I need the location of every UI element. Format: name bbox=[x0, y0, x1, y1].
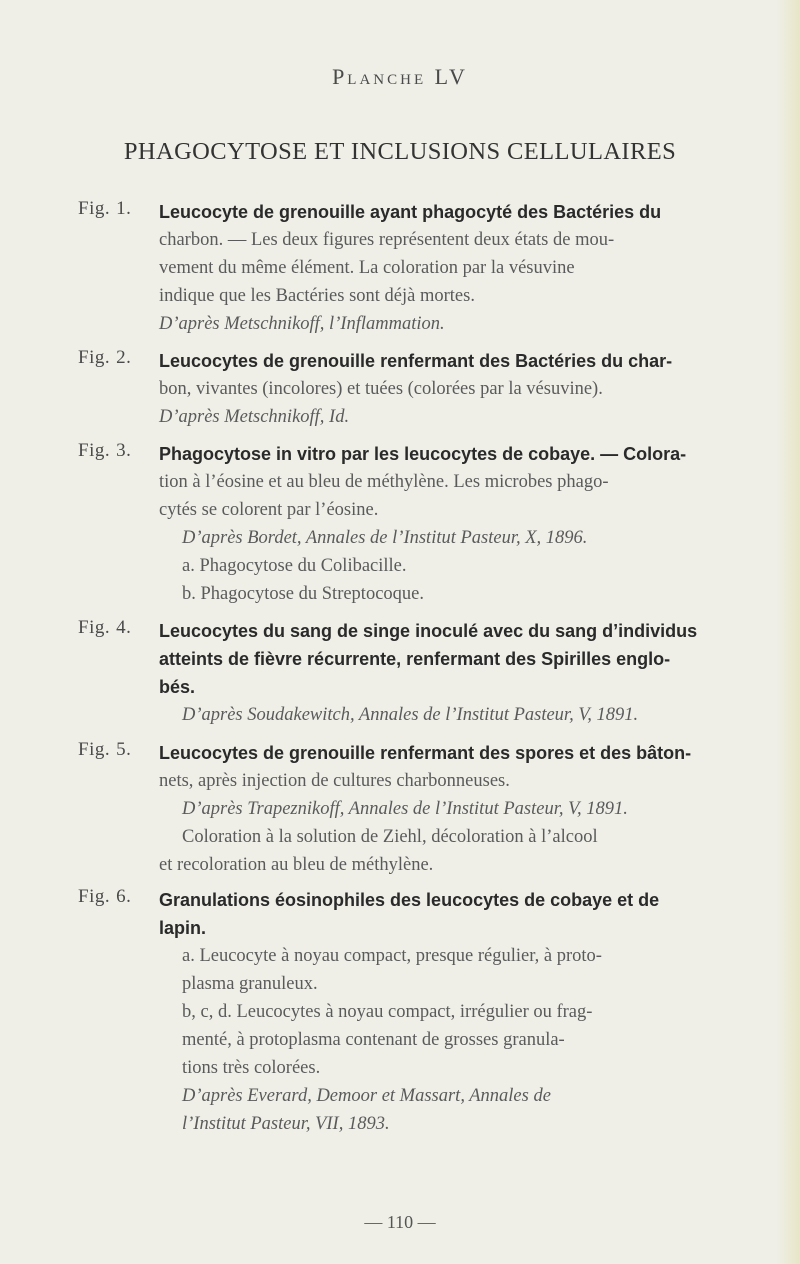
caption-heading: Leucocytes de grenouille renfermant des spores et des bâton- bbox=[159, 743, 692, 763]
caption-item-bcd: b, c, d. Leucocytes à noyau compact, irrégulier ou frag- bbox=[182, 1002, 593, 1022]
caption-line: vement du même élément. La coloration par la vésuvine bbox=[159, 258, 575, 278]
caption-heading: Granulations éosinophiles des leucocytes de cobaye et de bbox=[159, 890, 660, 910]
caption-heading: lapin. bbox=[159, 918, 207, 938]
caption-heading: bés. bbox=[159, 677, 196, 697]
caption-source: D’après Soudakewitch, Annales de l’Institut Pasteur, V, 1891. bbox=[182, 705, 639, 725]
fig-word: Fig. bbox=[78, 347, 111, 368]
figure-number: 3. bbox=[116, 440, 132, 461]
figure-caption bbox=[159, 347, 759, 431]
caption-line: indique que les Bactéries sont déjà mortes. bbox=[159, 286, 475, 306]
figure-caption bbox=[159, 440, 759, 608]
fig-word: Fig. bbox=[78, 198, 111, 219]
caption-item-b: b. Phagocytose du Streptocoque. bbox=[182, 584, 424, 604]
caption-heading: Leucocyte de grenouille ayant phagocyté des Bactéries du bbox=[159, 202, 662, 222]
caption-source: l’Institut Pasteur, VII, 1893. bbox=[182, 1114, 390, 1134]
caption-source: D’après Metschnikoff, l’Inflammation. bbox=[159, 314, 445, 334]
caption-source: D’après Everard, Demoor et Massart, Annales de bbox=[182, 1086, 551, 1106]
caption-item-a: a. Phagocytose du Colibacille. bbox=[182, 556, 407, 576]
caption-heading: Leucocytes du sang de singe inoculé avec du sang d’individus bbox=[159, 621, 698, 641]
figure-caption bbox=[159, 198, 759, 338]
caption-source: D’après Metschnikoff, Id. bbox=[159, 407, 350, 427]
figure-caption bbox=[159, 739, 759, 879]
caption-heading: Phagocytose in vitro par les leucocytes de cobaye. — Colora- bbox=[159, 444, 687, 464]
figure-label bbox=[78, 886, 131, 908]
caption-source: D’après Bordet, Annales de l’Institut Pasteur, X, 1896. bbox=[182, 528, 588, 548]
caption-line: charbon. — Les deux figures représentent deux états de mou- bbox=[159, 230, 615, 250]
caption-line: menté, à protoplasma contenant de grosses granula- bbox=[182, 1030, 565, 1050]
figure-number: 5. bbox=[116, 739, 132, 760]
figure-caption bbox=[159, 617, 759, 729]
caption-line: plasma granuleux. bbox=[182, 974, 318, 994]
caption-heading: Leucocytes de grenouille renfermant des Bactéries du char- bbox=[159, 351, 673, 371]
caption-line: tions très colorées. bbox=[182, 1058, 321, 1078]
caption-line: cytés se colorent par l’éosine. bbox=[159, 500, 379, 520]
page-title: PHAGOCYTOSE ET INCLUSIONS CELLULAIRES bbox=[123, 138, 677, 165]
fig-word: Fig. bbox=[78, 886, 111, 907]
figure-label bbox=[78, 617, 131, 639]
figure-number: 2. bbox=[116, 347, 132, 368]
figure-number: 6. bbox=[116, 886, 132, 907]
fig-word: Fig. bbox=[78, 739, 111, 760]
caption-line: tion à l’éosine et au bleu de méthylène. Les microbes phago- bbox=[159, 472, 609, 492]
caption-line: nets, après injection de cultures charbonneuses. bbox=[159, 771, 510, 791]
figure-number: 4. bbox=[116, 617, 132, 638]
fig-word: Fig. bbox=[78, 617, 111, 638]
figure-caption bbox=[159, 886, 759, 1138]
plate-heading: Planche LV bbox=[332, 64, 468, 89]
caption-line: Coloration à la solution de Ziehl, décoloration à l’alcool bbox=[182, 827, 598, 847]
caption-line: et recoloration au bleu de méthylène. bbox=[159, 855, 434, 875]
fig-word: Fig. bbox=[78, 440, 111, 461]
caption-item-a: a. Leucocyte à noyau compact, presque régulier, à proto- bbox=[182, 946, 602, 966]
page-number: — 110 — bbox=[364, 1212, 436, 1232]
caption-line: bon, vivantes (incolores) et tuées (colorées par la vésuvine). bbox=[159, 379, 603, 399]
figure-label bbox=[78, 739, 131, 761]
caption-heading: atteints de fièvre récurrente, renfermant des Spirilles englo- bbox=[159, 649, 671, 669]
page-edge-shadow bbox=[776, 0, 800, 1264]
caption-source: D’après Trapeznikoff, Annales de l’Institut Pasteur, V, 1891. bbox=[182, 799, 628, 819]
figure-label bbox=[78, 440, 131, 462]
figure-label bbox=[78, 198, 131, 220]
figure-label bbox=[78, 347, 131, 369]
figure-number: 1. bbox=[116, 198, 132, 219]
